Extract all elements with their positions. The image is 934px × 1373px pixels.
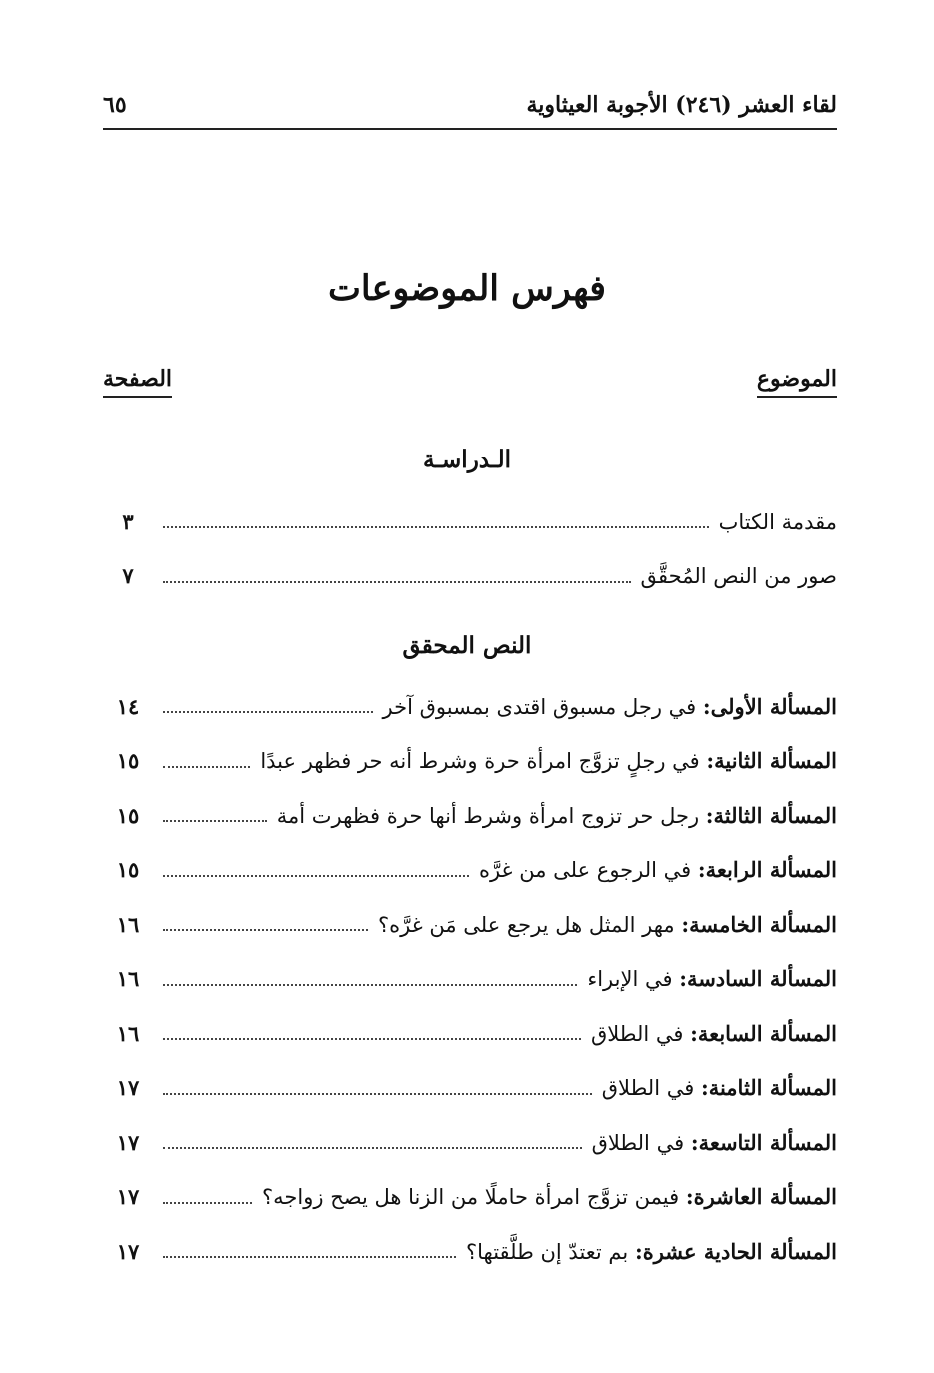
entry-page-number: ١٧ [116,1075,140,1101]
page-number: ٦٥ [103,92,127,118]
entry-page-number: ١٦ [116,911,140,937]
dot-leader [163,1147,582,1149]
toc-entry[interactable] [103,843,837,898]
toc-entry[interactable] [103,1170,837,1225]
entry-page-number: ١٥ [116,748,140,774]
dot-leader [163,1093,592,1095]
toc-list-study [103,494,837,603]
entry-text: المسألة الحادية عشرة: بم تعتدّ إن طلَّقتها؟ [465,1238,837,1264]
entry-page-number: ٧ [122,563,134,589]
entry-page-number: ٣ [122,508,134,534]
dot-leader [163,1256,456,1258]
entry-text: المسألة السادسة: في الإبراء [587,966,837,992]
entry-page-number: ١٧ [116,1184,140,1210]
section-heading-study: الـدراسـة [422,446,512,473]
toc-list-edited-text [103,679,837,1279]
running-head [103,82,837,130]
entry-text: المسألة الثالثة: رجل حر تزوج امرأة وشرط أنها حرة فظهرت أمة [276,802,837,828]
entry-page-number: ١٧ [116,1238,140,1264]
entry-text: المسألة السابعة: في الطلاق [590,1020,837,1046]
dot-leader [163,1038,581,1040]
toc-entry[interactable] [103,1224,837,1279]
dot-leader [163,766,250,768]
entry-page-number: ١٦ [116,966,140,992]
toc-entry[interactable] [103,1115,837,1170]
column-header-topic: الموضوع [757,366,837,398]
entry-text: المسألة الثامنة: في الطلاق [601,1075,837,1101]
dot-leader [163,1202,252,1204]
toc-entry[interactable] [103,734,837,789]
dot-leader [163,929,368,931]
toc-entry[interactable] [103,952,837,1007]
entry-text: المسألة العاشرة: فيمن تزوَّج امرأة حاملًا من الزنا هل يصح زواجه؟ [262,1184,837,1210]
toc-entry[interactable] [103,494,837,549]
toc-entry[interactable] [103,788,837,843]
toc-entry[interactable] [103,897,837,952]
dot-leader [163,526,709,528]
entry-text: المسألة الثانية: في رجلٍ تزوَّج امرأة حرة وشرط أنه حر فظهر عبدًا [260,748,837,774]
entry-page-number: ١٦ [116,1020,140,1046]
entry-text: المسألة الخامسة: مهر المثل هل يرجع على مَن غرَّه؟ [377,911,837,937]
dot-leader [163,711,373,713]
entry-page-number: ١٥ [116,802,140,828]
toc-entry[interactable] [103,1006,837,1061]
running-title: لقاء العشر (٢٤٦) الأجوبة العيثاوية [526,92,837,118]
entry-page-number: ١٧ [116,1129,140,1155]
dot-leader [163,581,631,583]
entry-text: صور من النص المُحقَّق [640,564,837,589]
dot-leader [163,875,469,877]
section-heading-edited-text: النص المحقق [402,632,532,659]
toc-entry[interactable] [103,679,837,734]
toc-entry[interactable] [103,1061,837,1116]
entry-page-number: ١٥ [116,857,140,883]
entry-text: المسألة الرابعة: في الرجوع على من غرَّه [478,857,837,883]
column-header-page: الصفحة [103,366,172,398]
index-title: فهرس الموضوعات [327,268,607,309]
entry-text: مقدمة الكتاب [718,509,837,534]
dot-leader [163,820,267,822]
entry-text: المسألة الأولى: في رجل مسبوق اقتدى بمسبوق آخر [382,693,837,719]
toc-entry[interactable] [103,549,837,604]
entry-text: المسألة التاسعة: في الطلاق [591,1129,837,1155]
entry-page-number: ١٤ [116,693,140,719]
dot-leader [163,984,577,986]
